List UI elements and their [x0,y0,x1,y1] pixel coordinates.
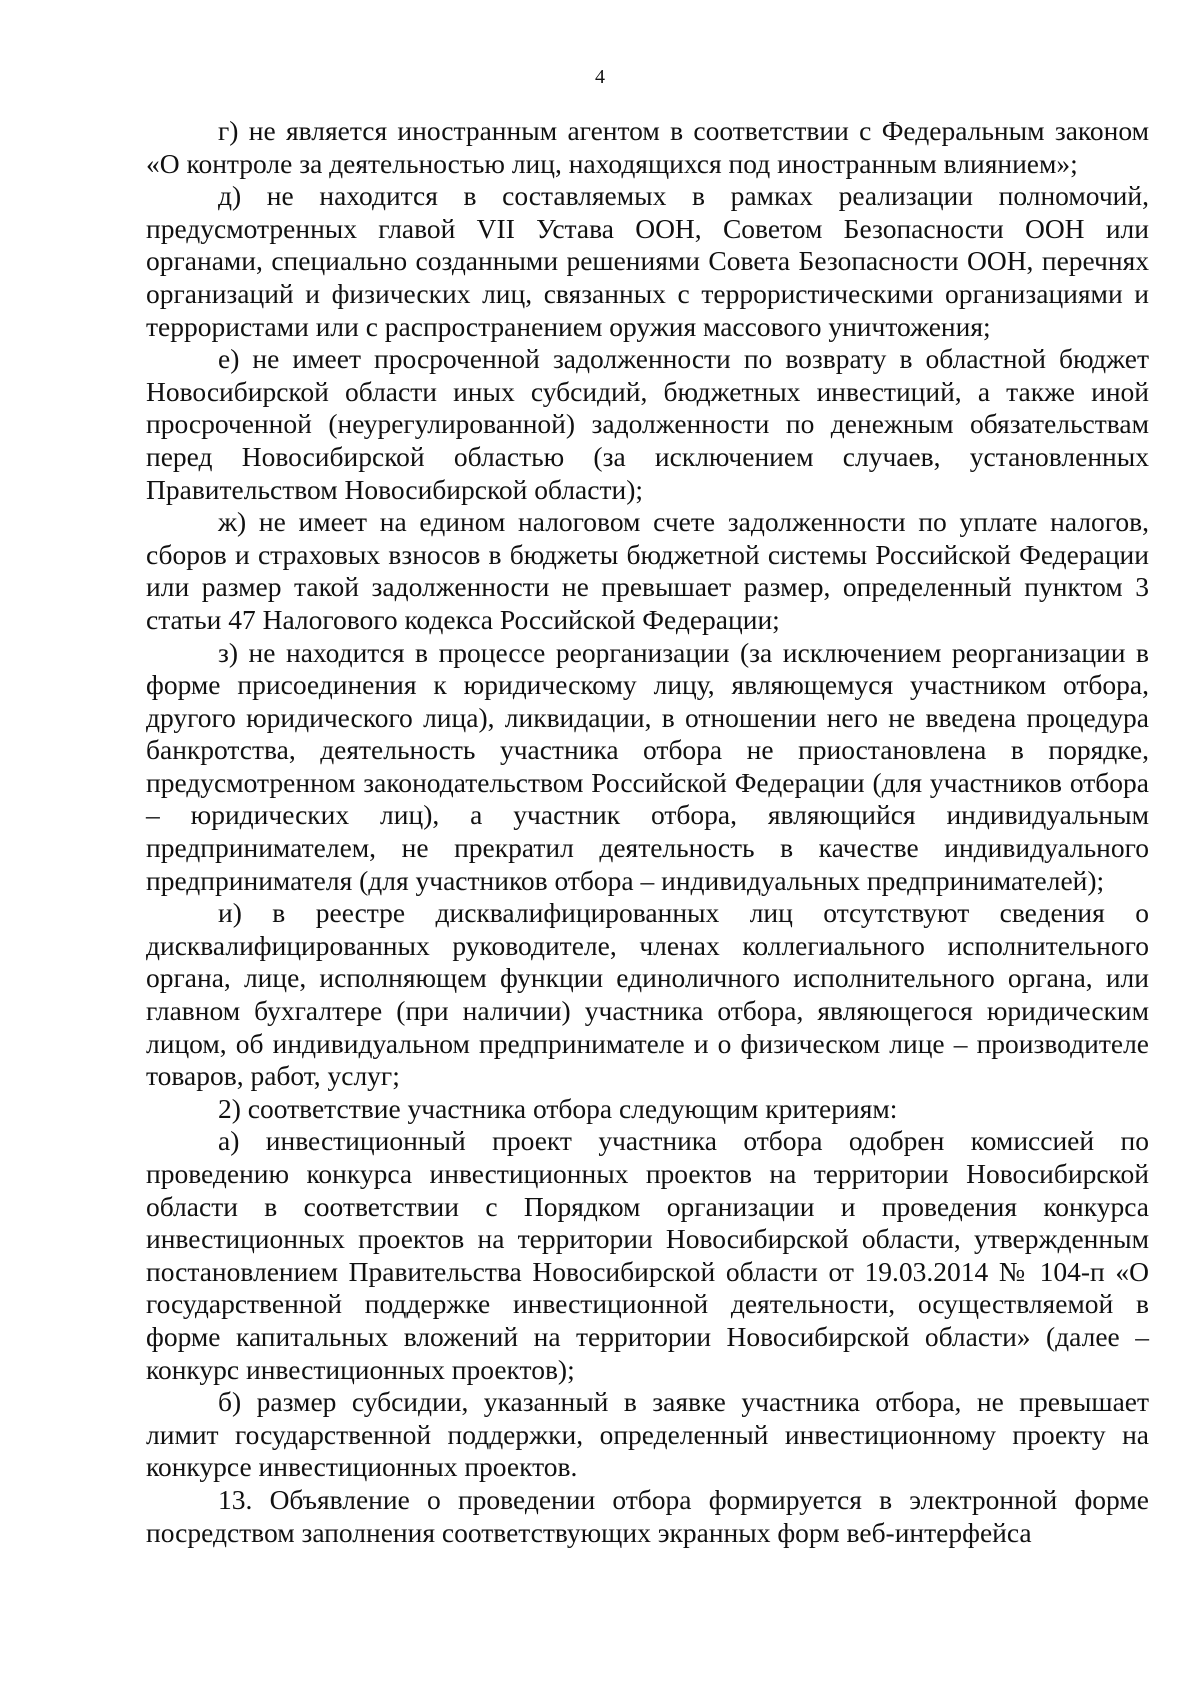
paragraph-criteria: 2) соответствие участника отбора следующим критериям: [218,1092,898,1124]
paragraph-a: а) инвестиционный проект участника отбора одобрен комиссией по проведению конкурса инвестиционных проектов на территории Новосибирской области в соответствии с Порядком организации и проведения конкурса инвестиционных проектов на территории Новосибирской области, утвержденным постановлением Правительства Новосибирской области от 19.03.2014 № 104-п «О государственной поддержке инвестиционной деятельности, осуществляемой в форме капитальных вложений на территории Новосибирской области» (далее – конкурс инвестиционных проектов); [146,1125,1149,1385]
paragraph-zh: ж) не имеет на едином налоговом счете задолженности по уплате налогов, сборов и страховых взносов в бюджеты бюджетной системы Российской Федерации или размер такой задолженности не превышает размер, определенный пунктом 3 статьи 47 Налогового кодекса Российской Федерации; [146,506,1149,635]
paragraph-z: з) не находится в процессе реорганизации (за исключением реорганизации в форме присоединения к юридическому лицу, являющемуся участником отбора, другого юридического лица), ликвидации, в отношении него не введена процедура банкротства, деятельность участника отбора не приостановлена в порядке, предусмотренном законодательством Российской Федерации (для участников отбора – юридических лиц), а участник отбора, являющийся индивидуальным предпринимателем, не прекратил деятельность в качестве индивидуального предпринимателя (для участников отбора – индивидуальных предпринимателей); [146,636,1149,896]
page-number: 4 [595,66,605,88]
document-body [146,115,1149,1549]
paragraph-13: 13. Объявление о проведении отбора формируется в электронной форме посредством заполнения соответствующих экранных форм веб-интерфейса [146,1483,1149,1548]
paragraph-i: и) в реестре дисквалифицированных лиц отсутствуют сведения о дисквалифицированных руководителе, членах коллегиального исполнительного органа, лице, исполняющем функции единоличного исполнительного органа, или главном бухгалтере (при наличии) участника отбора, являющегося юридическим лицом, об индивидуальном предпринимателе и о физическом лице – производителе товаров, работ, услуг; [146,897,1149,1092]
paragraph-b: б) размер субсидии, указанный в заявке участника отбора, не превышает лимит государственной поддержки, определенный инвестиционному проекту на конкурсе инвестиционных проектов. [146,1386,1149,1483]
paragraph-e: е) не имеет просроченной задолженности по возврату в областной бюджет Новосибирской области иных субсидий, бюджетных инвестиций, а также иной просроченной (неурегулированной) задолженности по денежным обязательствам перед Новосибирской областью (за исключением случаев, установленных Правительством Новосибирской области); [146,343,1149,505]
paragraph-d: д) не находится в составляемых в рамках реализации полномочий, предусмотренных главой VII Устава ООН, Советом Безопасности ООН или органами, специально созданными решениями Совета Безопасности ООН, перечнях организаций и физических лиц, связанных с террористическими организациями и террористами или с распространением оружия массового уничтожения; [146,180,1149,342]
paragraph-g: г) не является иностранным агентом в соответствии с Федеральным законом «О контроле за деятельностью лиц, находящихся под иностранным влиянием»; [146,115,1149,179]
